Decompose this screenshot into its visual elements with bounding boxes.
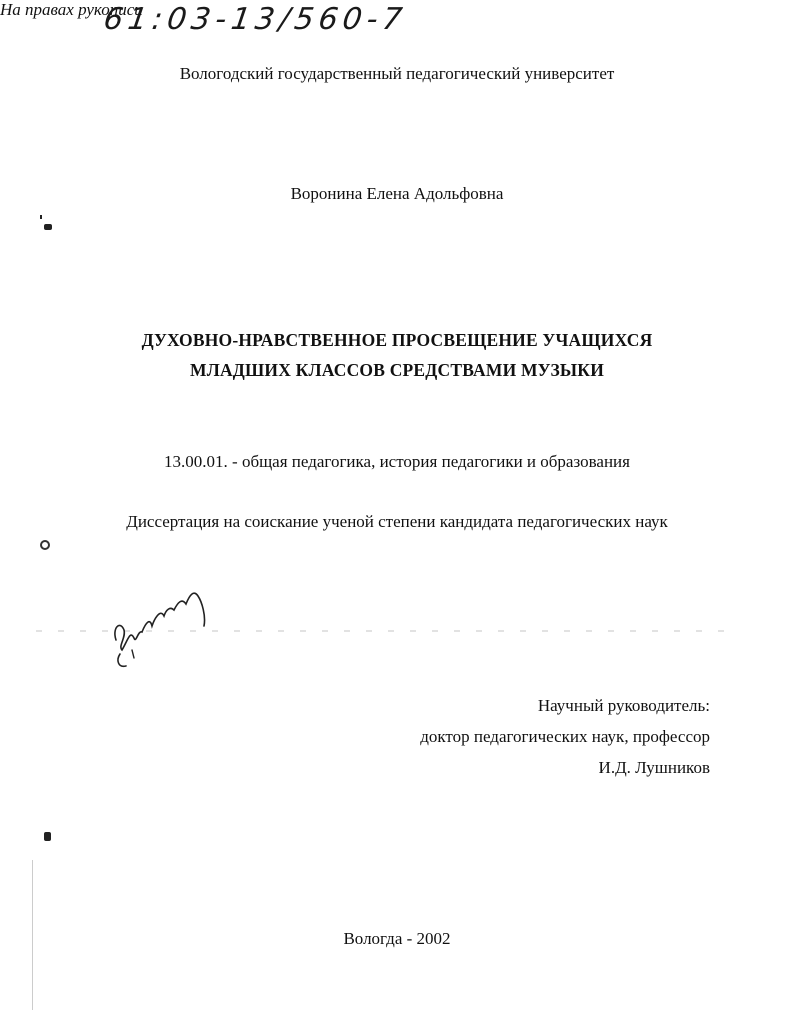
supervisor-heading: Научный руководитель: — [537, 696, 710, 715]
scan-mark-icon — [40, 215, 42, 219]
university-name: Вологодский государственный педагогический университет — [179, 64, 615, 83]
dissertation-type: Диссертация на соискание ученой степени кандидата педагогических наук — [126, 512, 668, 531]
handwritten-signature — [108, 580, 218, 680]
city-year: Вологда - 2002 — [343, 929, 451, 948]
dissertation-title-line-2: МЛАДШИХ КЛАССОВ СРЕДСТВАМИ МУЗЫКИ — [189, 360, 605, 380]
scan-mark-icon — [44, 224, 52, 230]
author-name: Воронина Елена Адольфовна — [290, 184, 504, 203]
rights-notice: На правах рукописи — [0, 0, 143, 19]
handwritten-catalog-code: 61:03-13/560-7 — [101, 2, 410, 37]
dissertation-title-line-1: ДУХОВНО-НРАВСТВЕННОЕ ПРОСВЕЩЕНИЕ УЧАЩИХСЯ — [141, 330, 653, 350]
scan-mark-icon — [40, 540, 50, 550]
scan-mark-icon — [44, 832, 51, 841]
supervisor-name: И.Д. Лушников — [598, 758, 710, 777]
supervisor-block — [420, 690, 710, 783]
specialty-code: 13.00.01. - общая педагогика, история педагогики и образования — [164, 452, 630, 471]
supervisor-degree: доктор педагогических наук, профессор — [420, 727, 710, 746]
